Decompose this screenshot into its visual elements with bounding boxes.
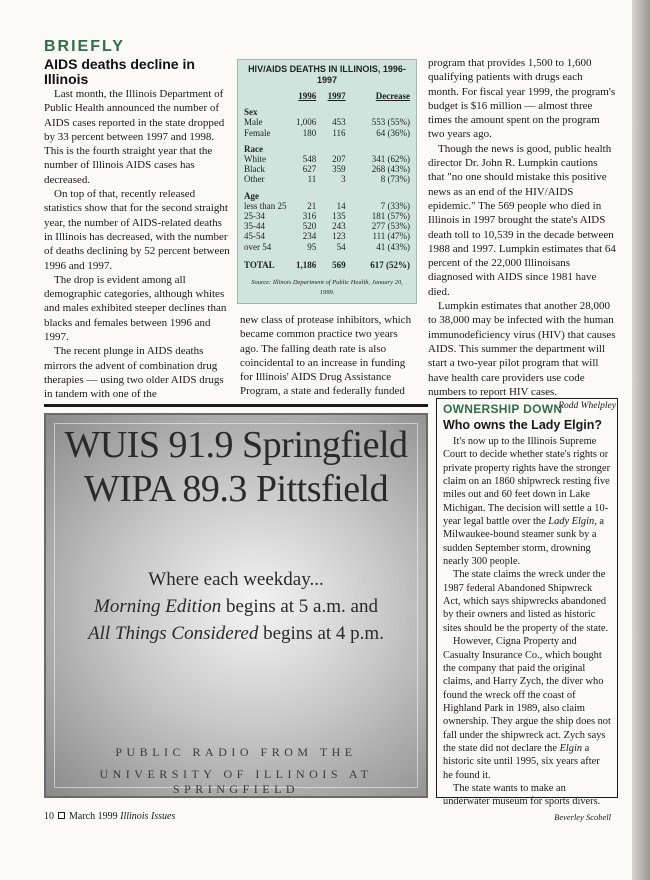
aids-paragraph: The recent plunge in AIDS deaths mirrors the advent of combination drug therapies — using two older AIDS drugs in tandem with one of the — [44, 345, 224, 401]
ad-tagline-1: Where each weekday... — [148, 569, 324, 590]
table-cell: 234 — [302, 231, 317, 242]
table-cell: 243 — [332, 221, 346, 232]
table-cell: 25-34 — [244, 211, 265, 222]
table-cell: 64 (36%) — [376, 127, 411, 138]
aids-paragraph: new class of protease inhibitors, which became common practice two years ago. The falling death rate is also coincidental to an increase in funding for Illinois' AIDS Drug Assistance Program, a state and federally funded — [240, 314, 412, 398]
table-cell: 617 (52%) — [370, 259, 411, 270]
table-body — [244, 107, 410, 252]
table-cell: 95 — [307, 241, 317, 252]
table-cell: 3 — [341, 174, 346, 185]
table-cell: 21 — [307, 200, 317, 211]
ownership-kicker: OWNERSHIP DOWN — [443, 402, 563, 416]
magazine-name: Illinois Issues — [120, 811, 176, 822]
table-section-label: Age — [244, 190, 259, 201]
ownership-paragraph: The state claims the wreck under the 1987 federal Abandoned Shipwreck Act, which says shipwrecks abandoned by their owners and listed as historic sites should be the property of the state. — [443, 569, 609, 634]
square-bullet-icon — [58, 812, 65, 819]
ad-station-2: WIPA 89.3 Pittsfield — [83, 468, 389, 510]
table-cell: 277 (53%) — [371, 221, 411, 232]
table-source-label: Source: — [251, 279, 272, 287]
table-cell: less than 25 — [244, 200, 287, 211]
table-title: HIV/AIDS DEATHS IN ILLINOIS, 1996-1997 — [248, 64, 406, 85]
ownership-text: It's now up to the Illinois Supreme Court to decide whether state's rights or private property rights have the stronger claim on an 1860 shipwreck resting five miles out and 60 feet down in Lake Michigan. The decision will settle a 10-year legal battle over the — [443, 436, 611, 528]
table-cell: 116 — [332, 127, 346, 138]
table-cell: 7 (33%) — [380, 200, 411, 211]
ad-tagline-text: begins at 4 p.m. — [258, 623, 384, 644]
aids-paragraph: Last month, the Illinois Department of Public Health announced the number of AIDS cases reported in the state dropped by 33 percent between 1997 and 1998. This is the fourth straight year that the number of Illinois AIDS cases has decreased. — [44, 88, 225, 186]
hiv-deaths-table — [237, 59, 417, 304]
table-cell: 1,186 — [296, 259, 317, 270]
table-row — [244, 201, 410, 211]
table-cell: 1,006 — [296, 117, 317, 128]
ownership-text: , a Milwaukee-bound steamer sunk by a sudden September storm, drowning nearly 300 people. — [443, 516, 604, 568]
table-cell: 316 — [302, 211, 317, 222]
ad-tagline-2 — [46, 596, 426, 618]
table-row — [244, 164, 410, 174]
table-source-text: Illinois Department of Public Health, January 20, 1999. — [272, 279, 403, 297]
table-row — [244, 117, 410, 127]
section-divider — [44, 404, 428, 407]
table-cell: White — [244, 154, 266, 165]
table-row — [244, 211, 410, 221]
table-header: Decrease — [375, 91, 411, 101]
table-row — [244, 154, 410, 164]
table-cell: 548 — [302, 154, 317, 165]
aids-column-1 — [44, 87, 230, 402]
section-label: BRIEFLY — [44, 38, 125, 55]
table-cell: Other — [244, 174, 265, 185]
table-cell: 45-54 — [244, 231, 265, 242]
aids-paragraph: The drop is evident among all demographic categories, although whites and males exhibited steeper declines than blacks and females between 1996 and 1997. — [44, 273, 227, 344]
ownership-text: However, Cigna Property and Casualty Insurance Co., which bought the company that paid the original claims, and Harry Zych, the diver who found the wreck off the coast of Highland Park in 1989, also claim ownership. They argue the ship does not fall under the shipwreck act. Zych says the state did not declare the — [443, 636, 611, 754]
aids-headline: AIDS deaths decline in Illinois — [44, 56, 195, 87]
table-source — [244, 278, 410, 298]
aids-paragraph: Though the news is good, public health director Dr. John R. Lumpkin cautions that "no one should mistake this positive news as an end of the HIV/AIDS epidemic." The 569 people who died in Illinois in 1997 brought the state's AIDS death toll to 10,539 in the decade between 1988 and 1997. Lumpkin estimates that 64 percent of the 22,000 Illinoisans diagnosed with AIDS since 1981 have died. — [428, 142, 616, 298]
ad-station-1: WUIS 91.9 Springfield — [64, 424, 408, 466]
ad-show-name: All Things Considered — [88, 623, 259, 644]
ad-footer-2: UNIVERSITY OF ILLINOIS AT SPRINGFIELD — [99, 767, 373, 796]
aids-paragraph: On top of that, recently released statistics show that for the second straight year, the number of AIDS-related deaths in Illinois has decreased, with the number of deaths declining by 52 percent between 1996 and 1997. — [44, 188, 230, 272]
ownership-text: a historic site until 1995, six years after he found it. — [443, 742, 600, 781]
aids-column-3 — [428, 56, 616, 413]
table-cell: 14 — [336, 200, 346, 211]
ownership-sidebar — [436, 398, 618, 822]
table-row — [244, 128, 410, 138]
ownership-paragraph — [443, 635, 611, 782]
table-cell: 268 (43%) — [371, 164, 411, 175]
table-cell: Female — [244, 127, 271, 138]
ship-name: Elgin — [559, 742, 583, 754]
table-row — [244, 231, 410, 241]
table-row — [244, 221, 410, 231]
table-cell: 111 (47%) — [372, 231, 411, 242]
table-cell: 181 (57%) — [371, 211, 411, 222]
issue-date: March 1999 — [69, 811, 118, 822]
table-cell: 207 — [332, 154, 346, 165]
table-cell: TOTAL — [244, 259, 275, 270]
table-cell: over 54 — [244, 241, 272, 252]
ownership-paragraph: The state wants to make an underwater museum for sports divers. — [443, 782, 601, 808]
ownership-headline: Who owns the Lady Elgin? — [443, 418, 603, 432]
ad-show-name: Morning Edition — [94, 596, 222, 617]
aids-column-2 — [240, 313, 418, 399]
table-section-label: Sex — [244, 107, 258, 118]
ownership-body — [443, 435, 611, 824]
table-cell: 569 — [332, 259, 346, 270]
table-cell: 359 — [332, 164, 346, 175]
table-cell: 123 — [332, 231, 346, 242]
table-cell: 35-44 — [244, 221, 265, 232]
table-cell: Black — [244, 164, 265, 175]
table-cell: 8 (73%) — [380, 174, 411, 185]
table-cell: 520 — [302, 221, 317, 232]
table-section-label: Race — [244, 143, 263, 154]
ship-name: Lady Elgin — [548, 516, 595, 528]
table-cell: Male — [244, 117, 263, 128]
table-cell: 54 — [336, 241, 346, 252]
table-cell: 41 (43%) — [376, 241, 411, 252]
table-row — [244, 174, 410, 184]
table-cell: 180 — [302, 127, 317, 138]
ad-footer-1: PUBLIC RADIO FROM THE — [115, 745, 357, 759]
ownership-paragraph — [443, 435, 611, 568]
ad-tagline-3 — [46, 623, 426, 645]
table-header-row — [244, 91, 410, 101]
table-cell: 553 (55%) — [371, 117, 411, 128]
table-cell: 11 — [307, 174, 317, 185]
table-cell: 341 (62%) — [371, 154, 411, 165]
table-cell: 135 — [332, 211, 346, 222]
aids-paragraph: program that provides 1,500 to 1,600 qualifying patients with drugs each month. For fiscal year 1999, the program's budget is $16 million — almost three times the amount spent on the program two years ago. — [428, 57, 616, 141]
table-cell: 627 — [302, 164, 317, 175]
page-number: 10 — [44, 811, 54, 822]
table-header: 1997 — [327, 91, 346, 101]
ad-tagline-text: begins at 5 a.m. and — [221, 596, 378, 617]
table-header: 1996 — [298, 91, 317, 101]
page-edge — [632, 0, 650, 880]
page-footer — [44, 811, 175, 822]
table-row — [244, 242, 410, 252]
ownership-byline: Beverley Scobell — [554, 811, 611, 822]
aids-paragraph-text: Lumpkin estimates that another 28,000 to 38,000 may be infected with the human immunodeficiency virus (HIV) that causes AIDS. This summer the department will start a two-year pilot program that will have health care providers use code numbers to report HIV cases. — [428, 300, 616, 398]
table-cell: 453 — [332, 117, 346, 128]
aids-byline: Rodd Whelpley — [558, 401, 616, 412]
table-total-row — [244, 260, 410, 270]
radio-advertisement — [44, 413, 428, 798]
